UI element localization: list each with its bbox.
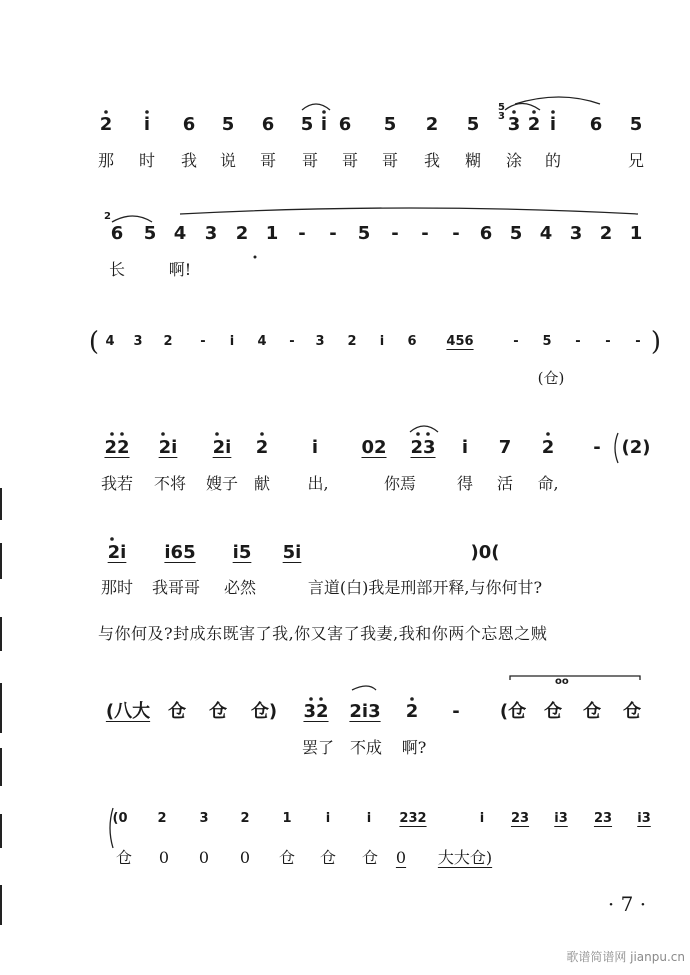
- percussion-line-7: [0, 843, 690, 873]
- note-group: 2i3: [349, 701, 381, 722]
- scan-edge-mark-7: [0, 885, 2, 925]
- lyric: 哥: [341, 151, 359, 170]
- note: 5: [300, 114, 314, 135]
- percussion-label: 0: [395, 848, 407, 867]
- note: 6: [338, 114, 352, 135]
- note: 2: [347, 334, 357, 349]
- bracket-mark: )0(: [470, 542, 500, 563]
- grace-note: 5: [498, 102, 505, 113]
- lyric: 我哥哥: [151, 578, 201, 597]
- percussion-label: 仓): [250, 701, 278, 722]
- note-group: 23: [410, 437, 436, 458]
- lyric: 长: [108, 260, 126, 279]
- note: (2): [621, 437, 651, 458]
- lyric-line-1: [0, 146, 690, 176]
- percussion-label: (仓: [499, 701, 527, 722]
- note: 5: [629, 114, 643, 135]
- watermark: 歌谱简谱网 jianpu.cn: [566, 950, 685, 964]
- lyric: 我: [180, 151, 198, 170]
- note: 5: [466, 114, 480, 135]
- lyric: 我若: [100, 474, 134, 493]
- note: 5: [221, 114, 235, 135]
- percussion-label: 仓: [361, 848, 379, 867]
- bracket-close: ): [650, 327, 662, 357]
- lyric: 的: [544, 151, 562, 170]
- percussion-line-3: [0, 363, 690, 393]
- note-group: 22: [104, 437, 130, 458]
- note: 3: [315, 334, 325, 349]
- lyric: 哥: [259, 151, 277, 170]
- grace-note: oo: [555, 676, 569, 687]
- lyric: 嫂子: [205, 474, 239, 493]
- score-line-6: [0, 697, 690, 727]
- note: -: [593, 437, 601, 458]
- lyric: 啊?: [401, 738, 427, 757]
- percussion-label: 仓: [278, 848, 296, 867]
- lyric: 那: [97, 151, 115, 170]
- note: -: [513, 334, 519, 349]
- note: 6: [110, 223, 124, 244]
- note: -: [605, 334, 611, 349]
- note: 6: [407, 334, 417, 349]
- lyric: 罢了: [301, 738, 335, 757]
- lyric-line-4: [0, 469, 690, 499]
- slur: [515, 97, 600, 104]
- score-line-5: [0, 538, 690, 568]
- note: -: [289, 334, 295, 349]
- score-line-2: [0, 219, 690, 249]
- note: 4: [173, 223, 187, 244]
- note-group: i3: [554, 811, 568, 826]
- lyric: 那时: [100, 578, 134, 597]
- note: 2: [99, 114, 113, 135]
- lyric: 必然: [223, 578, 257, 597]
- score-line-1: [0, 110, 690, 140]
- note: i: [229, 334, 235, 349]
- note: 2: [157, 811, 167, 826]
- note: i: [320, 114, 328, 135]
- note-group: 2i: [212, 437, 232, 458]
- note-group: 2i: [158, 437, 178, 458]
- note: 5: [509, 223, 523, 244]
- note: 6: [182, 114, 196, 135]
- note-group: 02: [361, 437, 387, 458]
- note: 2: [235, 223, 249, 244]
- lyric: 说: [219, 151, 237, 170]
- note: 2: [527, 114, 541, 135]
- note-group: i3: [637, 811, 651, 826]
- lyric: 糊: [464, 151, 482, 170]
- lyric: 时: [138, 151, 156, 170]
- percussion-label: 仓: [544, 701, 562, 722]
- note-group: 232: [399, 811, 427, 826]
- lyric: 我: [423, 151, 441, 170]
- note-group: 23: [510, 811, 530, 826]
- note: -: [452, 701, 460, 722]
- scan-edge-mark-3: [0, 617, 2, 651]
- percussion-label: 0: [239, 848, 251, 867]
- percussion-label: (八大: [105, 701, 151, 722]
- note: 5: [542, 334, 552, 349]
- score-line-7: [0, 804, 690, 834]
- grace-note: 3: [498, 111, 505, 122]
- note: i: [325, 811, 331, 826]
- note: i: [479, 811, 485, 826]
- note: -: [452, 223, 460, 244]
- score-line-3: [0, 327, 690, 357]
- note-group: i65: [164, 542, 196, 563]
- percussion-label: 仓: [115, 848, 133, 867]
- note: -: [200, 334, 206, 349]
- note: 5: [357, 223, 371, 244]
- note: 5: [383, 114, 397, 135]
- slur: [180, 208, 638, 214]
- note-group: 5i: [282, 542, 302, 563]
- note: 4: [257, 334, 267, 349]
- lyric: 活: [496, 474, 514, 493]
- grace-bracket: [510, 676, 640, 680]
- lyric-line-2: [0, 255, 690, 285]
- note: 3: [133, 334, 143, 349]
- note: 7: [498, 437, 512, 458]
- percussion-label: 仓: [623, 701, 641, 722]
- note-group: 23: [593, 811, 613, 826]
- note: 2: [163, 334, 173, 349]
- percussion-label: (仓): [537, 369, 565, 387]
- note: -: [635, 334, 641, 349]
- percussion-label: 大大仓): [437, 848, 493, 867]
- note: 6: [261, 114, 275, 135]
- note: 1: [282, 811, 292, 826]
- lyric: 不将: [153, 474, 187, 493]
- lyric: 涂: [505, 151, 523, 170]
- note: 3: [507, 114, 521, 135]
- note: 2: [255, 437, 269, 458]
- slur: [352, 686, 376, 690]
- percussion-label: 0: [198, 848, 210, 867]
- lyric: 命,: [537, 474, 559, 493]
- slur: [410, 426, 438, 432]
- bracket-open: (: [88, 327, 100, 357]
- note: 5: [143, 223, 157, 244]
- note-group: 456: [446, 334, 474, 349]
- note: i: [549, 114, 557, 135]
- note: 6: [589, 114, 603, 135]
- note: i: [461, 437, 469, 458]
- percussion-label: 仓: [168, 701, 186, 722]
- note: i: [143, 114, 151, 135]
- note: 2: [425, 114, 439, 135]
- note: (0: [112, 811, 128, 826]
- note: 4: [539, 223, 553, 244]
- note-group: 2i: [107, 542, 127, 563]
- note: 2: [541, 437, 555, 458]
- note: i: [379, 334, 385, 349]
- lyric: 哥: [301, 151, 319, 170]
- note: -: [391, 223, 399, 244]
- percussion-label: 0: [158, 848, 170, 867]
- note: 1: [265, 223, 279, 244]
- percussion-label: 仓: [319, 848, 337, 867]
- lyric: 言道(白)我是刑部开释,与你何甘?: [307, 578, 543, 597]
- note: i: [366, 811, 372, 826]
- lyric: 得: [456, 474, 474, 493]
- page-number: · 7 ·: [607, 892, 647, 916]
- note: 3: [569, 223, 583, 244]
- note: i: [311, 437, 319, 458]
- grace-note: 2: [104, 211, 111, 222]
- note: -: [298, 223, 306, 244]
- percussion-label: 仓: [583, 701, 601, 722]
- note: 3: [204, 223, 218, 244]
- note-group: 32: [303, 701, 329, 722]
- lyric: 出,: [307, 474, 329, 493]
- note: 6: [479, 223, 493, 244]
- note: 4: [105, 334, 115, 349]
- score-line-4: [0, 433, 690, 463]
- lyric-line-6: [0, 733, 690, 763]
- note: -: [329, 223, 337, 244]
- lyric: 兄: [627, 151, 645, 170]
- lyric: 不成: [349, 738, 383, 757]
- note: 2: [240, 811, 250, 826]
- note: -: [575, 334, 581, 349]
- note: 2: [599, 223, 613, 244]
- note: 2: [405, 701, 419, 722]
- lyric: 啊!: [168, 260, 192, 279]
- percussion-label: 仓: [209, 701, 227, 722]
- lyric: 献: [253, 474, 271, 493]
- spoken-text-line: 与你何及?封成东既害了我,你又害了我妻,我和你两个忘恩之贼: [98, 624, 548, 643]
- note: 1: [629, 223, 643, 244]
- lyric: 哥: [381, 151, 399, 170]
- note: 3: [199, 811, 209, 826]
- lyric-line-5: [0, 573, 690, 603]
- note-group: i5: [232, 542, 252, 563]
- note: -: [421, 223, 429, 244]
- lyric: 你焉: [383, 474, 417, 493]
